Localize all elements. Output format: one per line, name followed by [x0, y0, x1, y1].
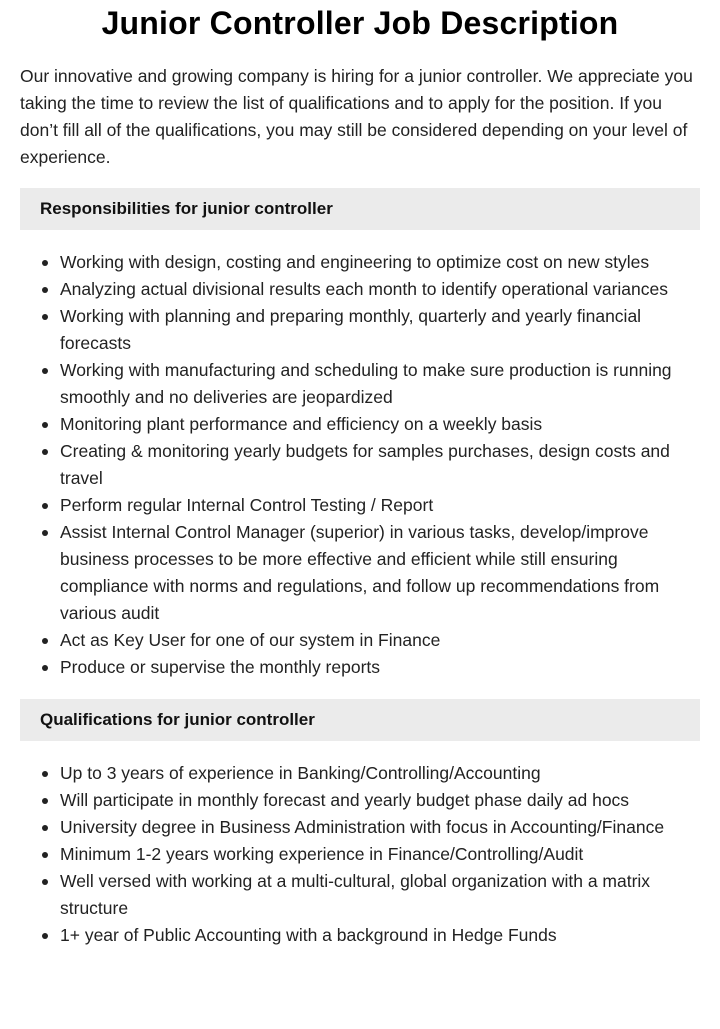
list-item: Perform regular Internal Control Testing / Report — [20, 492, 700, 519]
responsibilities-heading-label: Responsibilities for junior controller — [40, 199, 333, 218]
list-item: Act as Key User for one of our system in Finance — [20, 627, 700, 654]
list-item: Up to 3 years of experience in Banking/Controlling/Accounting — [20, 760, 700, 787]
list-item: Produce or supervise the monthly reports — [20, 654, 700, 681]
list-item: Will participate in monthly forecast and yearly budget phase daily ad hocs — [20, 787, 700, 814]
list-item: Working with planning and preparing monthly, quarterly and yearly financial forecasts — [20, 303, 700, 357]
list-item: Working with design, costing and engineering to optimize cost on new styles — [20, 249, 700, 276]
page-title: Junior Controller Job Description — [101, 5, 619, 41]
qualifications-heading-label: Qualifications for junior controller — [40, 710, 315, 729]
list-item: Working with manufacturing and scheduling to make sure production is running smoothly and no deliveries are jeopardized — [20, 357, 700, 411]
list-item: 1+ year of Public Accounting with a background in Hedge Funds — [20, 922, 700, 949]
responsibilities-heading — [20, 188, 700, 230]
responsibilities-list — [20, 249, 700, 681]
intro-paragraph: Our innovative and growing company is hiring for a junior controller. We appreciate you taking the time to review the list of qualifications and to apply for the position. If you don’t fill all of the qualifications, you may still be considered depending on your level of experience. — [20, 66, 693, 167]
list-item: Creating & monitoring yearly budgets for samples purchases, design costs and travel — [20, 438, 700, 492]
list-item: Minimum 1-2 years working experience in Finance/Controlling/Audit — [20, 841, 700, 868]
list-item: University degree in Business Administration with focus in Accounting/Finance — [20, 814, 700, 841]
qualifications-list — [20, 760, 700, 949]
list-item: Analyzing actual divisional results each month to identify operational variances — [20, 276, 700, 303]
list-item: Well versed with working at a multi-cultural, global organization with a matrix structure — [20, 868, 700, 922]
list-item: Assist Internal Control Manager (superior) in various tasks, develop/improve business processes to be more effective and efficient while still ensuring compliance with norms and regulations, and follow up recommendations from various audit — [20, 519, 700, 627]
qualifications-heading — [20, 699, 700, 741]
list-item: Monitoring plant performance and efficiency on a weekly basis — [20, 411, 700, 438]
